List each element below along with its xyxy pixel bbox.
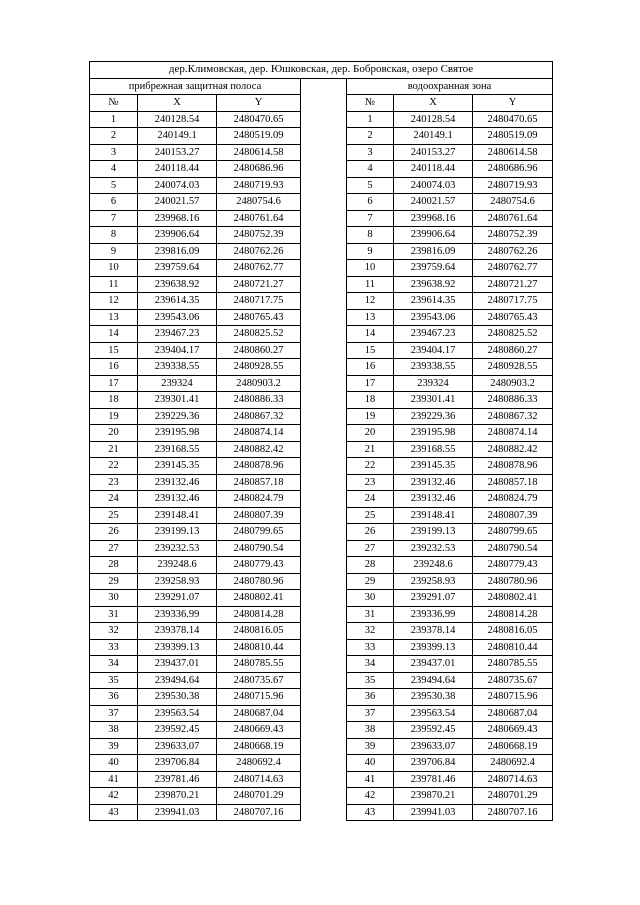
left-cell-no: 7 [90,210,138,227]
left-cell-y: 2480810.44 [217,639,301,656]
left-cell-x: 239437.01 [138,656,217,673]
left-cell-no: 23 [90,474,138,491]
left-cell-y: 2480701.29 [217,788,301,805]
right-cell-no: 6 [347,194,394,211]
left-cell-x: 239336.99 [138,606,217,623]
right-cell-no: 26 [347,524,394,541]
right-cell-no: 32 [347,623,394,640]
right-cell-no: 33 [347,639,394,656]
right-cell-y: 2480886.33 [473,392,553,409]
left-cell-x: 240153.27 [138,144,217,161]
left-cell-x: 239530.38 [138,689,217,706]
right-cell-x: 239232.53 [394,540,473,557]
right-cell-no: 4 [347,161,394,178]
right-cell-no: 17 [347,375,394,392]
right-cell-y: 2480754.6 [473,194,553,211]
right-cell-x: 239145.35 [394,458,473,475]
left-cell-y: 2480714.63 [217,771,301,788]
right-cell-no: 3 [347,144,394,161]
left-cell-x: 240128.54 [138,111,217,128]
right-cell-no: 2 [347,128,394,145]
left-cell-no: 9 [90,243,138,260]
right-section-heading: водоохранная зона [347,78,553,95]
right-cell-x: 240074.03 [394,177,473,194]
left-cell-x: 239301.41 [138,392,217,409]
right-col-no-header: № [347,95,394,112]
left-cell-y: 2480878.96 [217,458,301,475]
left-cell-y: 2480886.33 [217,392,301,409]
right-cell-y: 2480814.28 [473,606,553,623]
left-cell-y: 2480754.6 [217,194,301,211]
right-cell-no: 7 [347,210,394,227]
right-cell-no: 30 [347,590,394,607]
left-cell-y: 2480779.43 [217,557,301,574]
left-cell-no: 22 [90,458,138,475]
left-cell-x: 239870.21 [138,788,217,805]
right-cell-y: 2480519.09 [473,128,553,145]
left-cell-y: 2480825.52 [217,326,301,343]
right-cell-no: 13 [347,309,394,326]
right-cell-no: 22 [347,458,394,475]
left-cell-no: 25 [90,507,138,524]
section-heading-row [90,78,553,95]
left-cell-y: 2480790.54 [217,540,301,557]
left-cell-x: 239816.09 [138,243,217,260]
right-cell-y: 2480762.26 [473,243,553,260]
left-cell-x: 239291.07 [138,590,217,607]
right-cell-x: 239781.46 [394,771,473,788]
left-cell-y: 2480717.75 [217,293,301,310]
right-cell-no: 11 [347,276,394,293]
right-cell-no: 12 [347,293,394,310]
right-cell-y: 2480860.27 [473,342,553,359]
right-cell-x: 239258.93 [394,573,473,590]
right-col-y-header: Y [473,95,553,112]
right-cell-no: 38 [347,722,394,739]
left-cell-x: 239229.36 [138,408,217,425]
right-cell-y: 2480715.96 [473,689,553,706]
left-cell-y: 2480874.14 [217,425,301,442]
left-cell-no: 21 [90,441,138,458]
left-cell-x: 239232.53 [138,540,217,557]
right-cell-no: 10 [347,260,394,277]
right-cell-x: 239132.46 [394,491,473,508]
left-cell-no: 43 [90,804,138,821]
right-cell-y: 2480692.4 [473,755,553,772]
right-cell-y: 2480668.19 [473,738,553,755]
left-cell-no: 34 [90,656,138,673]
right-cell-x: 240021.57 [394,194,473,211]
left-cell-y: 2480928.55 [217,359,301,376]
right-cell-no: 39 [347,738,394,755]
left-cell-no: 10 [90,260,138,277]
left-cell-y: 2480687.04 [217,705,301,722]
right-cell-no: 35 [347,672,394,689]
right-cell-y: 2480707.16 [473,804,553,821]
right-cell-y: 2480779.43 [473,557,553,574]
right-cell-x: 239291.07 [394,590,473,607]
left-cell-no: 5 [90,177,138,194]
right-cell-y: 2480882.42 [473,441,553,458]
right-cell-x: 239816.09 [394,243,473,260]
left-cell-y: 2480799.65 [217,524,301,541]
left-cell-y: 2480519.09 [217,128,301,145]
right-cell-no: 37 [347,705,394,722]
left-cell-no: 37 [90,705,138,722]
left-cell-x: 239706.84 [138,755,217,772]
right-cell-y: 2480701.29 [473,788,553,805]
left-cell-no: 31 [90,606,138,623]
left-cell-y: 2480707.16 [217,804,301,821]
right-cell-x: 239301.41 [394,392,473,409]
right-cell-y: 2480669.43 [473,722,553,739]
right-cell-y: 2480752.39 [473,227,553,244]
left-cell-no: 29 [90,573,138,590]
left-cell-x: 240149.1 [138,128,217,145]
right-cell-no: 29 [347,573,394,590]
right-cell-x: 239324 [394,375,473,392]
right-cell-x: 239870.21 [394,788,473,805]
left-cell-no: 39 [90,738,138,755]
right-cell-no: 19 [347,408,394,425]
right-cell-y: 2480903.2 [473,375,553,392]
right-cell-x: 239248.6 [394,557,473,574]
column-gap [301,78,347,821]
left-cell-x: 239168.55 [138,441,217,458]
right-cell-x: 239906.64 [394,227,473,244]
right-cell-x: 239968.16 [394,210,473,227]
right-cell-no: 5 [347,177,394,194]
left-cell-y: 2480867.32 [217,408,301,425]
right-cell-x: 239759.64 [394,260,473,277]
left-cell-y: 2480719.93 [217,177,301,194]
right-cell-y: 2480802.41 [473,590,553,607]
left-cell-no: 42 [90,788,138,805]
right-cell-y: 2480719.93 [473,177,553,194]
left-cell-x: 239592.45 [138,722,217,739]
right-cell-no: 20 [347,425,394,442]
left-cell-x: 239132.46 [138,491,217,508]
left-cell-x: 239148.41 [138,507,217,524]
right-cell-y: 2480857.18 [473,474,553,491]
left-cell-no: 8 [90,227,138,244]
left-cell-y: 2480470.65 [217,111,301,128]
left-cell-x: 239324 [138,375,217,392]
right-cell-no: 8 [347,227,394,244]
left-cell-no: 28 [90,557,138,574]
left-cell-x: 239199.13 [138,524,217,541]
right-cell-x: 239494.64 [394,672,473,689]
left-cell-no: 12 [90,293,138,310]
left-cell-y: 2480721.27 [217,276,301,293]
right-cell-no: 15 [347,342,394,359]
left-cell-y: 2480785.55 [217,656,301,673]
left-cell-x: 239614.35 [138,293,217,310]
left-cell-no: 40 [90,755,138,772]
right-cell-y: 2480735.67 [473,672,553,689]
right-cell-x: 239148.41 [394,507,473,524]
right-cell-y: 2480824.79 [473,491,553,508]
left-cell-y: 2480816.05 [217,623,301,640]
left-cell-x: 239906.64 [138,227,217,244]
left-cell-y: 2480762.26 [217,243,301,260]
right-cell-x: 239336.99 [394,606,473,623]
right-cell-x: 239592.45 [394,722,473,739]
right-cell-x: 239633.07 [394,738,473,755]
right-cell-no: 41 [347,771,394,788]
left-cell-no: 18 [90,392,138,409]
left-cell-no: 24 [90,491,138,508]
left-cell-x: 239338.55 [138,359,217,376]
left-cell-y: 2480780.96 [217,573,301,590]
right-cell-x: 239530.38 [394,689,473,706]
left-cell-y: 2480715.96 [217,689,301,706]
left-cell-y: 2480668.19 [217,738,301,755]
left-cell-x: 239781.46 [138,771,217,788]
right-cell-no: 43 [347,804,394,821]
left-cell-x: 239968.16 [138,210,217,227]
right-cell-x: 239543.06 [394,309,473,326]
right-cell-x: 240128.54 [394,111,473,128]
document-title: дер.Климовская, дер. Юшковская, дер. Бобровская, озеро Святое [90,62,553,79]
left-cell-x: 239638.92 [138,276,217,293]
right-cell-x: 239229.36 [394,408,473,425]
left-cell-x: 239563.54 [138,705,217,722]
left-cell-no: 3 [90,144,138,161]
right-cell-no: 21 [347,441,394,458]
left-cell-y: 2480669.43 [217,722,301,739]
left-cell-y: 2480814.28 [217,606,301,623]
title-row [90,62,553,79]
left-cell-no: 17 [90,375,138,392]
right-cell-y: 2480686.96 [473,161,553,178]
left-cell-no: 38 [90,722,138,739]
left-cell-no: 41 [90,771,138,788]
right-cell-y: 2480810.44 [473,639,553,656]
right-cell-x: 239941.03 [394,804,473,821]
right-cell-no: 42 [347,788,394,805]
left-cell-x: 240021.57 [138,194,217,211]
right-cell-y: 2480714.63 [473,771,553,788]
left-cell-x: 239378.14 [138,623,217,640]
left-cell-x: 239258.93 [138,573,217,590]
right-cell-x: 239168.55 [394,441,473,458]
left-cell-no: 30 [90,590,138,607]
right-cell-x: 239199.13 [394,524,473,541]
right-cell-x: 239132.46 [394,474,473,491]
right-cell-x: 240153.27 [394,144,473,161]
right-cell-x: 239404.17 [394,342,473,359]
left-cell-y: 2480614.58 [217,144,301,161]
right-cell-x: 239399.13 [394,639,473,656]
right-cell-no: 14 [347,326,394,343]
left-cell-x: 239494.64 [138,672,217,689]
right-cell-y: 2480721.27 [473,276,553,293]
left-cell-y: 2480761.64 [217,210,301,227]
right-cell-y: 2480816.05 [473,623,553,640]
left-cell-no: 13 [90,309,138,326]
left-cell-x: 239404.17 [138,342,217,359]
left-cell-y: 2480752.39 [217,227,301,244]
left-cell-no: 35 [90,672,138,689]
right-cell-x: 239338.55 [394,359,473,376]
left-cell-no: 32 [90,623,138,640]
left-cell-x: 240118.44 [138,161,217,178]
left-cell-y: 2480686.96 [217,161,301,178]
right-cell-y: 2480807.39 [473,507,553,524]
right-cell-y: 2480717.75 [473,293,553,310]
right-cell-x: 239437.01 [394,656,473,673]
right-cell-y: 2480761.64 [473,210,553,227]
right-cell-y: 2480762.77 [473,260,553,277]
right-cell-no: 16 [347,359,394,376]
left-cell-y: 2480765.43 [217,309,301,326]
right-cell-y: 2480799.65 [473,524,553,541]
right-cell-y: 2480928.55 [473,359,553,376]
left-cell-no: 15 [90,342,138,359]
left-cell-x: 239248.6 [138,557,217,574]
left-cell-no: 14 [90,326,138,343]
right-cell-x: 239638.92 [394,276,473,293]
right-cell-y: 2480825.52 [473,326,553,343]
coordinates-table [89,61,553,821]
right-cell-no: 27 [347,540,394,557]
right-cell-no: 25 [347,507,394,524]
right-cell-no: 40 [347,755,394,772]
left-cell-x: 239543.06 [138,309,217,326]
right-cell-y: 2480470.65 [473,111,553,128]
left-cell-no: 36 [90,689,138,706]
right-cell-no: 1 [347,111,394,128]
left-col-y-header: Y [217,95,301,112]
left-cell-x: 240074.03 [138,177,217,194]
left-cell-no: 16 [90,359,138,376]
right-cell-y: 2480780.96 [473,573,553,590]
right-cell-y: 2480878.96 [473,458,553,475]
left-cell-y: 2480903.2 [217,375,301,392]
left-cell-y: 2480824.79 [217,491,301,508]
left-cell-no: 26 [90,524,138,541]
right-cell-x: 240118.44 [394,161,473,178]
left-cell-no: 1 [90,111,138,128]
left-cell-no: 4 [90,161,138,178]
right-cell-x: 239378.14 [394,623,473,640]
right-cell-no: 18 [347,392,394,409]
left-cell-x: 239399.13 [138,639,217,656]
left-cell-x: 239132.46 [138,474,217,491]
right-cell-no: 28 [347,557,394,574]
right-cell-no: 34 [347,656,394,673]
right-cell-x: 239467.23 [394,326,473,343]
left-section-heading: прибрежная защитная полоса [90,78,301,95]
right-cell-y: 2480874.14 [473,425,553,442]
left-cell-x: 239195.98 [138,425,217,442]
right-cell-x: 240149.1 [394,128,473,145]
right-cell-x: 239706.84 [394,755,473,772]
right-cell-no: 24 [347,491,394,508]
left-cell-y: 2480735.67 [217,672,301,689]
left-cell-y: 2480762.77 [217,260,301,277]
right-cell-y: 2480687.04 [473,705,553,722]
right-cell-y: 2480785.55 [473,656,553,673]
left-cell-no: 33 [90,639,138,656]
left-cell-no: 19 [90,408,138,425]
left-cell-no: 2 [90,128,138,145]
right-cell-no: 31 [347,606,394,623]
right-cell-x: 239614.35 [394,293,473,310]
left-cell-x: 239941.03 [138,804,217,821]
left-cell-no: 27 [90,540,138,557]
left-cell-y: 2480857.18 [217,474,301,491]
left-cell-x: 239633.07 [138,738,217,755]
left-cell-y: 2480807.39 [217,507,301,524]
right-cell-y: 2480790.54 [473,540,553,557]
right-cell-x: 239563.54 [394,705,473,722]
right-col-x-header: X [394,95,473,112]
right-cell-y: 2480614.58 [473,144,553,161]
left-cell-y: 2480802.41 [217,590,301,607]
left-cell-y: 2480882.42 [217,441,301,458]
left-cell-no: 20 [90,425,138,442]
left-cell-no: 11 [90,276,138,293]
left-cell-no: 6 [90,194,138,211]
right-cell-no: 23 [347,474,394,491]
left-cell-x: 239145.35 [138,458,217,475]
left-col-x-header: X [138,95,217,112]
right-cell-x: 239195.98 [394,425,473,442]
left-cell-x: 239467.23 [138,326,217,343]
right-cell-y: 2480867.32 [473,408,553,425]
left-cell-x: 239759.64 [138,260,217,277]
left-cell-y: 2480860.27 [217,342,301,359]
left-col-no-header: № [90,95,138,112]
right-cell-no: 9 [347,243,394,260]
right-cell-y: 2480765.43 [473,309,553,326]
right-cell-no: 36 [347,689,394,706]
left-cell-y: 2480692.4 [217,755,301,772]
